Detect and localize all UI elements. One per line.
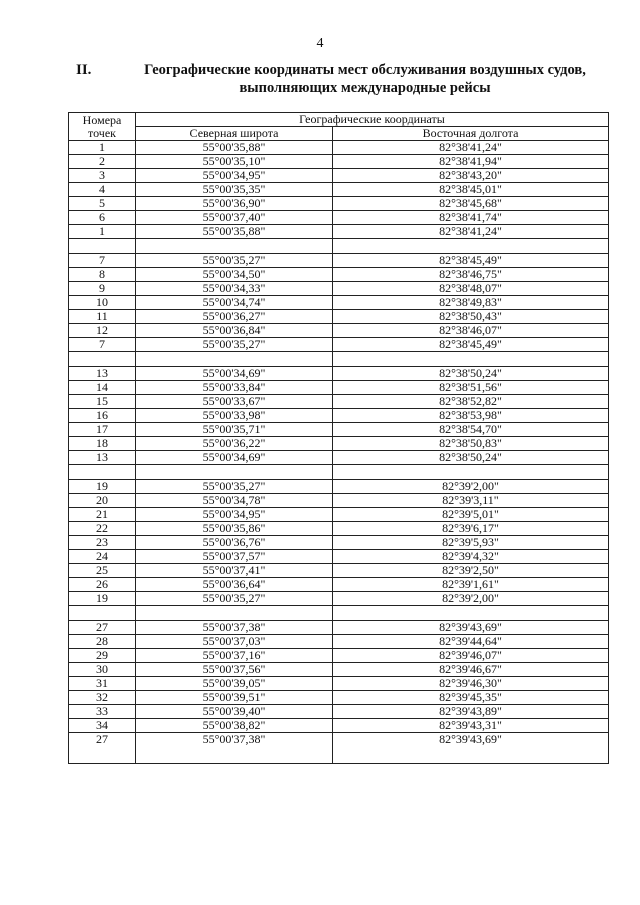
separator-row [69, 606, 609, 621]
longitude-cell: 82°39'43,69" [333, 621, 609, 635]
latitude-cell: 55°00'35,86" [136, 522, 333, 536]
table-row [69, 592, 609, 606]
table-row [69, 621, 609, 635]
latitude-cell: 55°00'36,84" [136, 324, 333, 338]
section-number: II. [76, 62, 92, 78]
point-number-cell: 13 [69, 451, 136, 465]
longitude-cell: 82°38'54,70" [333, 423, 609, 437]
page-title [120, 61, 610, 97]
table-row [69, 508, 609, 522]
point-number-cell: 16 [69, 409, 136, 423]
point-number-cell: 9 [69, 282, 136, 296]
point-number-cell: 25 [69, 564, 136, 578]
point-number-cell: 15 [69, 395, 136, 409]
longitude-cell: 82°39'5,01" [333, 508, 609, 522]
point-number-cell: 7 [69, 338, 136, 352]
point-number-cell: 29 [69, 649, 136, 663]
table-row [69, 367, 609, 381]
header-latitude: Северная широта [136, 127, 333, 141]
table-row [69, 733, 609, 764]
table-row [69, 691, 609, 705]
table-row [69, 536, 609, 550]
latitude-cell: 55°00'35,27" [136, 480, 333, 494]
latitude-cell: 55°00'36,76" [136, 536, 333, 550]
table-row [69, 550, 609, 564]
header-geo-coordinates: Географические координаты [136, 113, 609, 127]
longitude-cell: 82°39'3,11" [333, 494, 609, 508]
table-row [69, 409, 609, 423]
latitude-cell: 55°00'34,95" [136, 169, 333, 183]
table-row [69, 183, 609, 197]
longitude-cell: 82°39'46,30" [333, 677, 609, 691]
latitude-cell: 55°00'35,71" [136, 423, 333, 437]
longitude-cell: 82°39'4,32" [333, 550, 609, 564]
coordinates-table-body [69, 141, 609, 764]
latitude-cell: 55°00'35,27" [136, 592, 333, 606]
longitude-cell: 82°38'49,83" [333, 296, 609, 310]
longitude-cell: 82°38'50,24" [333, 451, 609, 465]
latitude-cell: 55°00'34,69" [136, 367, 333, 381]
longitude-cell: 82°39'43,69" [333, 733, 609, 764]
longitude-cell: 82°38'50,83" [333, 437, 609, 451]
latitude-cell: 55°00'37,41" [136, 564, 333, 578]
point-number-cell: 19 [69, 480, 136, 494]
latitude-cell: 55°00'37,38" [136, 733, 333, 764]
page-number: 4 [316, 36, 324, 51]
point-number-cell: 19 [69, 592, 136, 606]
latitude-cell: 55°00'35,27" [136, 338, 333, 352]
point-number-cell: 33 [69, 705, 136, 719]
longitude-cell: 82°39'6,17" [333, 522, 609, 536]
point-number-cell: 11 [69, 310, 136, 324]
longitude-cell: 82°39'43,31" [333, 719, 609, 733]
point-number-cell: 21 [69, 508, 136, 522]
point-number-cell: 26 [69, 578, 136, 592]
longitude-cell: 82°38'45,49" [333, 254, 609, 268]
table-row [69, 268, 609, 282]
longitude-cell: 82°39'44,64" [333, 635, 609, 649]
point-number-cell: 4 [69, 183, 136, 197]
header-point-line-2: точек [88, 125, 116, 140]
table-row [69, 451, 609, 465]
longitude-cell: 82°38'50,43" [333, 310, 609, 324]
latitude-cell: 55°00'36,22" [136, 437, 333, 451]
latitude-cell: 55°00'35,88" [136, 141, 333, 155]
latitude-cell: 55°00'34,95" [136, 508, 333, 522]
point-number-cell: 13 [69, 367, 136, 381]
table-row [69, 522, 609, 536]
empty-cell [136, 465, 333, 480]
table-row [69, 480, 609, 494]
empty-cell [69, 606, 136, 621]
latitude-cell: 55°00'36,27" [136, 310, 333, 324]
point-number-cell: 28 [69, 635, 136, 649]
table-row [69, 338, 609, 352]
longitude-cell: 82°38'51,56" [333, 381, 609, 395]
table-row [69, 395, 609, 409]
point-number-cell: 7 [69, 254, 136, 268]
latitude-cell: 55°00'37,57" [136, 550, 333, 564]
point-number-cell: 2 [69, 155, 136, 169]
longitude-cell: 82°39'1,61" [333, 578, 609, 592]
table-row [69, 663, 609, 677]
point-number-cell: 10 [69, 296, 136, 310]
latitude-cell: 55°00'35,35" [136, 183, 333, 197]
table-row [69, 141, 609, 155]
point-number-cell: 27 [69, 621, 136, 635]
longitude-cell: 82°38'45,01" [333, 183, 609, 197]
latitude-cell: 55°00'35,10" [136, 155, 333, 169]
latitude-cell: 55°00'34,50" [136, 268, 333, 282]
point-number-cell: 30 [69, 663, 136, 677]
empty-cell [333, 352, 609, 367]
empty-cell [69, 352, 136, 367]
longitude-cell: 82°38'45,49" [333, 338, 609, 352]
table-row [69, 578, 609, 592]
empty-cell [136, 606, 333, 621]
empty-cell [136, 352, 333, 367]
table-row [69, 649, 609, 663]
header-point-line-1: Номера [82, 112, 122, 127]
point-number-cell: 12 [69, 324, 136, 338]
latitude-cell: 55°00'34,69" [136, 451, 333, 465]
latitude-cell: 55°00'36,64" [136, 578, 333, 592]
longitude-cell: 82°38'41,24" [333, 141, 609, 155]
table-row [69, 282, 609, 296]
latitude-cell: 55°00'39,40" [136, 705, 333, 719]
point-number-cell: 17 [69, 423, 136, 437]
table-row [69, 437, 609, 451]
table-row [69, 254, 609, 268]
latitude-cell: 55°00'39,05" [136, 677, 333, 691]
point-number-cell: 18 [69, 437, 136, 451]
table-row [69, 225, 609, 239]
point-number-cell: 1 [69, 225, 136, 239]
empty-cell [333, 606, 609, 621]
point-number-cell: 24 [69, 550, 136, 564]
coordinates-table [68, 112, 609, 764]
longitude-cell: 82°38'41,74" [333, 211, 609, 225]
empty-cell [333, 465, 609, 480]
point-number-cell: 34 [69, 719, 136, 733]
longitude-cell: 82°38'43,20" [333, 169, 609, 183]
longitude-cell: 82°39'2,00" [333, 592, 609, 606]
latitude-cell: 55°00'33,98" [136, 409, 333, 423]
longitude-cell: 82°39'45,35" [333, 691, 609, 705]
longitude-cell: 82°39'46,67" [333, 663, 609, 677]
longitude-cell: 82°39'5,93" [333, 536, 609, 550]
table-row [69, 324, 609, 338]
table-row [69, 155, 609, 169]
table-row [69, 564, 609, 578]
longitude-cell: 82°39'46,07" [333, 649, 609, 663]
latitude-cell: 55°00'35,27" [136, 254, 333, 268]
separator-row [69, 239, 609, 254]
empty-cell [69, 465, 136, 480]
longitude-cell: 82°39'2,50" [333, 564, 609, 578]
empty-cell [69, 239, 136, 254]
longitude-cell: 82°38'45,68" [333, 197, 609, 211]
latitude-cell: 55°00'35,88" [136, 225, 333, 239]
header-longitude: Восточная долгота [333, 127, 609, 141]
latitude-cell: 55°00'37,56" [136, 663, 333, 677]
title-line-2: выполняющих международные рейсы [239, 80, 491, 96]
point-number-cell: 22 [69, 522, 136, 536]
latitude-cell: 55°00'37,38" [136, 621, 333, 635]
latitude-cell: 55°00'33,67" [136, 395, 333, 409]
table-row [69, 381, 609, 395]
empty-cell [136, 239, 333, 254]
table-row [69, 719, 609, 733]
latitude-cell: 55°00'34,78" [136, 494, 333, 508]
table-row [69, 635, 609, 649]
latitude-cell: 55°00'39,51" [136, 691, 333, 705]
point-number-cell: 1 [69, 141, 136, 155]
point-number-cell: 27 [69, 733, 136, 764]
longitude-cell: 82°38'41,24" [333, 225, 609, 239]
empty-cell [333, 239, 609, 254]
longitude-cell: 82°38'50,24" [333, 367, 609, 381]
longitude-cell: 82°39'43,89" [333, 705, 609, 719]
point-number-cell: 6 [69, 211, 136, 225]
latitude-cell: 55°00'38,82" [136, 719, 333, 733]
table-row [69, 677, 609, 691]
longitude-cell: 82°38'41,94" [333, 155, 609, 169]
table-row [69, 296, 609, 310]
separator-row [69, 465, 609, 480]
longitude-cell: 82°38'46,07" [333, 324, 609, 338]
point-number-cell: 23 [69, 536, 136, 550]
latitude-cell: 55°00'33,84" [136, 381, 333, 395]
table-row [69, 705, 609, 719]
longitude-cell: 82°38'48,07" [333, 282, 609, 296]
latitude-cell: 55°00'37,03" [136, 635, 333, 649]
latitude-cell: 55°00'37,16" [136, 649, 333, 663]
point-number-cell: 3 [69, 169, 136, 183]
title-line-1: Географические координаты мест обслуживания воздушных судов, [144, 62, 586, 78]
point-number-cell: 32 [69, 691, 136, 705]
longitude-cell: 82°39'2,00" [333, 480, 609, 494]
separator-row [69, 352, 609, 367]
latitude-cell: 55°00'34,74" [136, 296, 333, 310]
longitude-cell: 82°38'53,98" [333, 409, 609, 423]
point-number-cell: 14 [69, 381, 136, 395]
table-row [69, 494, 609, 508]
longitude-cell: 82°38'52,82" [333, 395, 609, 409]
table-row [69, 169, 609, 183]
table-row [69, 423, 609, 437]
point-number-cell: 5 [69, 197, 136, 211]
latitude-cell: 55°00'37,40" [136, 211, 333, 225]
table-row [69, 211, 609, 225]
latitude-cell: 55°00'34,33" [136, 282, 333, 296]
point-number-cell: 31 [69, 677, 136, 691]
point-number-cell: 8 [69, 268, 136, 282]
point-number-cell: 20 [69, 494, 136, 508]
table-row [69, 310, 609, 324]
table-row [69, 197, 609, 211]
header-point-number [69, 113, 136, 141]
longitude-cell: 82°38'46,75" [333, 268, 609, 282]
latitude-cell: 55°00'36,90" [136, 197, 333, 211]
